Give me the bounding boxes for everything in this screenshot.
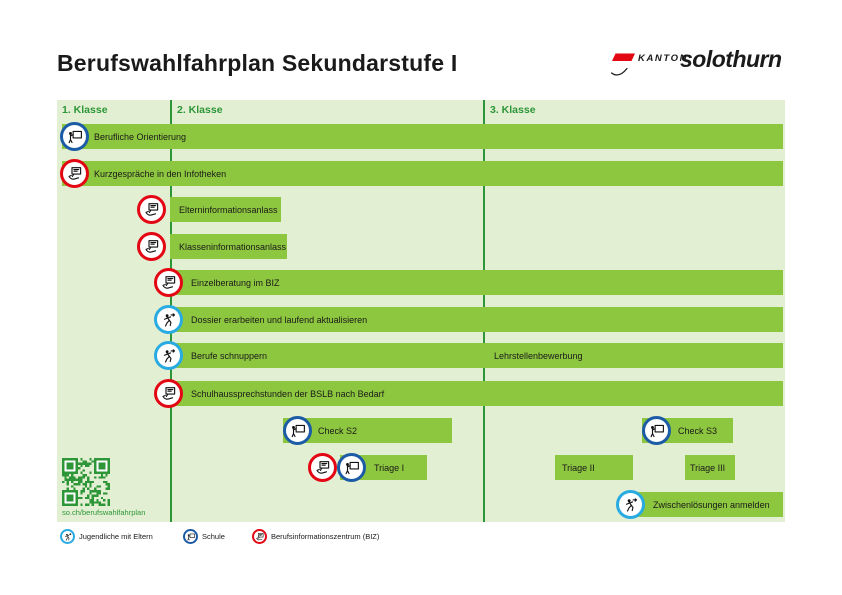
- bar-label: Dossier erarbeiten und laufend aktualisieren: [191, 314, 368, 325]
- bar-berufe-schnuppern: [170, 343, 783, 368]
- bar-berufliche-orientierung: [62, 124, 783, 149]
- legend-label-jugendliche: Jugendliche mit Eltern: [79, 532, 153, 541]
- bar-label: Check S2: [318, 425, 358, 436]
- kanton-solothurn-logo: [610, 48, 790, 82]
- bar-label: Klasseninformationsanlass: [179, 241, 287, 252]
- biz-icon: [137, 195, 166, 224]
- bar-triage-2: [555, 455, 633, 480]
- schule-icon: [283, 416, 312, 445]
- bar-kurzgespraeche-infotheken: [62, 161, 783, 186]
- bar-label: Check S3: [678, 425, 718, 436]
- bar-label: Schulhaussprechstunden der BSLB nach Bedarf: [191, 388, 385, 399]
- bar-label: Triage II: [562, 462, 595, 473]
- bar-label: Einzelberatung im BIZ: [191, 277, 280, 288]
- bar-einzelberatung-biz: [170, 270, 783, 295]
- jugendliche-icon: [154, 341, 183, 370]
- bar-triage-3: [685, 455, 735, 480]
- bar-label: Triage III: [690, 462, 726, 473]
- bar-dossier-erarbeiten: [170, 307, 783, 332]
- jugendliche-icon: [154, 305, 183, 334]
- bar-schulhaussprechstunden: [170, 381, 783, 406]
- jugendliche-icon: [60, 529, 75, 544]
- biz-icon: [137, 232, 166, 261]
- bar-klasseninformationsanlass: [170, 234, 287, 259]
- bar-elterninformationsanlass: [170, 197, 281, 222]
- bar-label: Elterninformationsanlass: [179, 204, 278, 215]
- legend-label-biz: Berufsinformationszentrum (BIZ): [271, 532, 380, 541]
- logo-flag-icon: [610, 50, 636, 80]
- schule-icon: [642, 416, 671, 445]
- biz-icon: [60, 159, 89, 188]
- column-header-klasse-3: 3. Klasse: [490, 104, 536, 116]
- bar-label: Triage I: [374, 462, 405, 473]
- biz-icon: [308, 453, 337, 482]
- bar-label: Zwischenlösungen anmelden: [653, 499, 770, 510]
- bar-label: Kurzgespräche in den Infotheken: [94, 168, 227, 179]
- column-header-klasse-1: 1. Klasse: [62, 104, 108, 116]
- schule-icon: [60, 122, 89, 151]
- logo-solothurn-text: solothurn: [680, 46, 782, 72]
- biz-icon: [154, 379, 183, 408]
- qr-caption-link: so.ch/berufswahlfahrplan: [62, 508, 146, 517]
- legend-label-schule: Schule: [202, 532, 225, 541]
- jugendliche-icon: [616, 490, 645, 519]
- logo-kanton-text: KANTON: [638, 53, 689, 64]
- column-header-klasse-2: 2. Klasse: [177, 104, 223, 116]
- bar-label: Berufe schnuppern: [191, 350, 268, 361]
- schule-icon: [183, 529, 198, 544]
- page-title: Berufswahlfahrplan Sekundarstufe I: [57, 50, 458, 76]
- bar-label: Berufliche Orientierung: [94, 131, 187, 142]
- biz-icon: [154, 268, 183, 297]
- biz-icon: [252, 529, 267, 544]
- bar-zwischenloesungen-anmelden: [623, 492, 783, 517]
- qr-code: [62, 458, 110, 511]
- schule-icon: [337, 453, 366, 482]
- bar-label-lehrstellenbewerbung: Lehrstellenbewerbung: [494, 350, 583, 361]
